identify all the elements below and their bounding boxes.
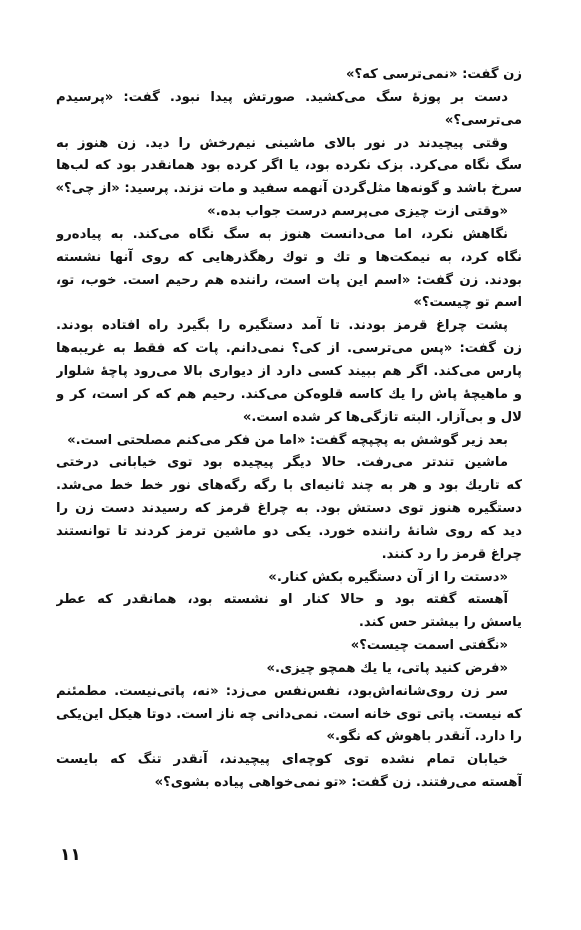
text-line: نگاهش نکرد، اما می‌دانست هنوز به سگ نگاه می‌کند. به پیاده‌رو (56, 226, 508, 242)
text-line: «فرض کنید پاتی، یا یك همچو چیزی.» (266, 660, 508, 676)
text-line: ماشین تندتر می‌رفت. حالا دیگر پیچیده بود توی خیابانی درختی (56, 455, 508, 471)
text-line: «دستت را از آن دستگیره بکش کنار.» (268, 569, 508, 585)
text-line: دستگیره هنوز توی دستش بود. به چراغ قرمز که رسیدند دست زن را (56, 501, 522, 517)
text-line: سرخ باشد و گونه‌ها مثل‌گردن آنهمه سفید و مات نزند. پرسید: «از چی؟» (56, 181, 522, 197)
text-line: می‌ترسی؟» (444, 112, 522, 128)
text-line: «وقتی ازت چیزی می‌پرسم درست جواب بده.» (207, 204, 508, 220)
text-line: آهسته می‌رفتند. زن گفت: «تو نمی‌خواهی پیاده بشوی؟» (154, 775, 522, 791)
text-line: سر زن روی‌شانه‌اش‌بود، نفس‌نفس می‌زد: «نه، پاتی‌نیست. مطمئنم (56, 683, 508, 699)
text-line: لال و بی‌آزار. البته تازگی‌ها کر شده است.» (242, 409, 522, 425)
text-line: اسم تو چیست؟» (413, 295, 522, 311)
text-line: چراغ قرمز را رد کنند. (381, 546, 522, 562)
text-line: که تاریك بود و هر به چند ثانیه‌ای با رگه رگه‌های نور خط خط می‌شد. (56, 478, 522, 494)
text-line: دید که روی شانهٔ راننده خورد. یکی دو ماشین ترمز کردند تا توانستند (56, 523, 522, 539)
text-line: یاسش را بیشتر حس کند. (358, 615, 522, 631)
text-line: نگاه کرد، به نیمکت‌ها و تك و توك رهگذرهایی که روی آنها نشسته (56, 249, 522, 265)
text-line: زن گفت: «نمی‌ترسی که؟» (346, 67, 522, 82)
story-text (56, 64, 522, 795)
text-line: خیابان تمام نشده توی کوچه‌ای پیچیدند، آنقدر تنگ که بایست (56, 752, 508, 768)
text-line: و ماهیچهٔ پاش را یك کاسه قلوه‌کن می‌کند. رحیم هم که کر است، کر و (56, 386, 522, 402)
page-number: ۱۱ (60, 845, 81, 865)
text-line: پارس می‌کند. اگر هم ببیند کسی دارد از دیواری بالا می‌رود پاچهٔ شلوار (56, 363, 522, 379)
text-line: زن گفت: «پس می‌ترسی. از کی؟ نمی‌دانم. پات که فقط به غریبه‌ها (56, 341, 522, 357)
text-line: را دارد. آنقدر باهوش که نگو.» (326, 729, 522, 745)
text-line: وقتی پیچیدند در نور بالای ماشینی نیم‌رخش را دید. زن هنوز به (56, 135, 508, 151)
text-line: بودند. زن گفت: «اسم این پات است، راننده هم رحیم است. خوب، تو، (56, 272, 522, 288)
text-line: «نگفتی اسمت چیست؟» (350, 638, 508, 654)
text-line: پشت چراغ قرمز بودند. تا آمد دستگیره را بگیرد راه افتاده بودند. (56, 318, 508, 334)
text-line: آهسته گفته بود و حالا کنار او نشسته بود، همانقدر که عطر (56, 592, 508, 608)
text-line: سگ نگاه می‌کرد. بزک نکرده بود، یا اگر کرده بود همانقدر بود که لب‌ها (56, 158, 522, 174)
text-line: که نیست. پاتی توی خانه است. نمی‌دانی چه ناز است. دوتا هیکل این‌یکی (56, 706, 522, 722)
text-line: بعد زیر گوشش به پچپچه گفت: «اما من فکر می‌کنم مصلحتی است.» (67, 432, 508, 448)
text-line: دست بر پوزهٔ سگ می‌کشید. صورتش پیدا نبود. گفت: «پرسیدم (56, 89, 508, 105)
